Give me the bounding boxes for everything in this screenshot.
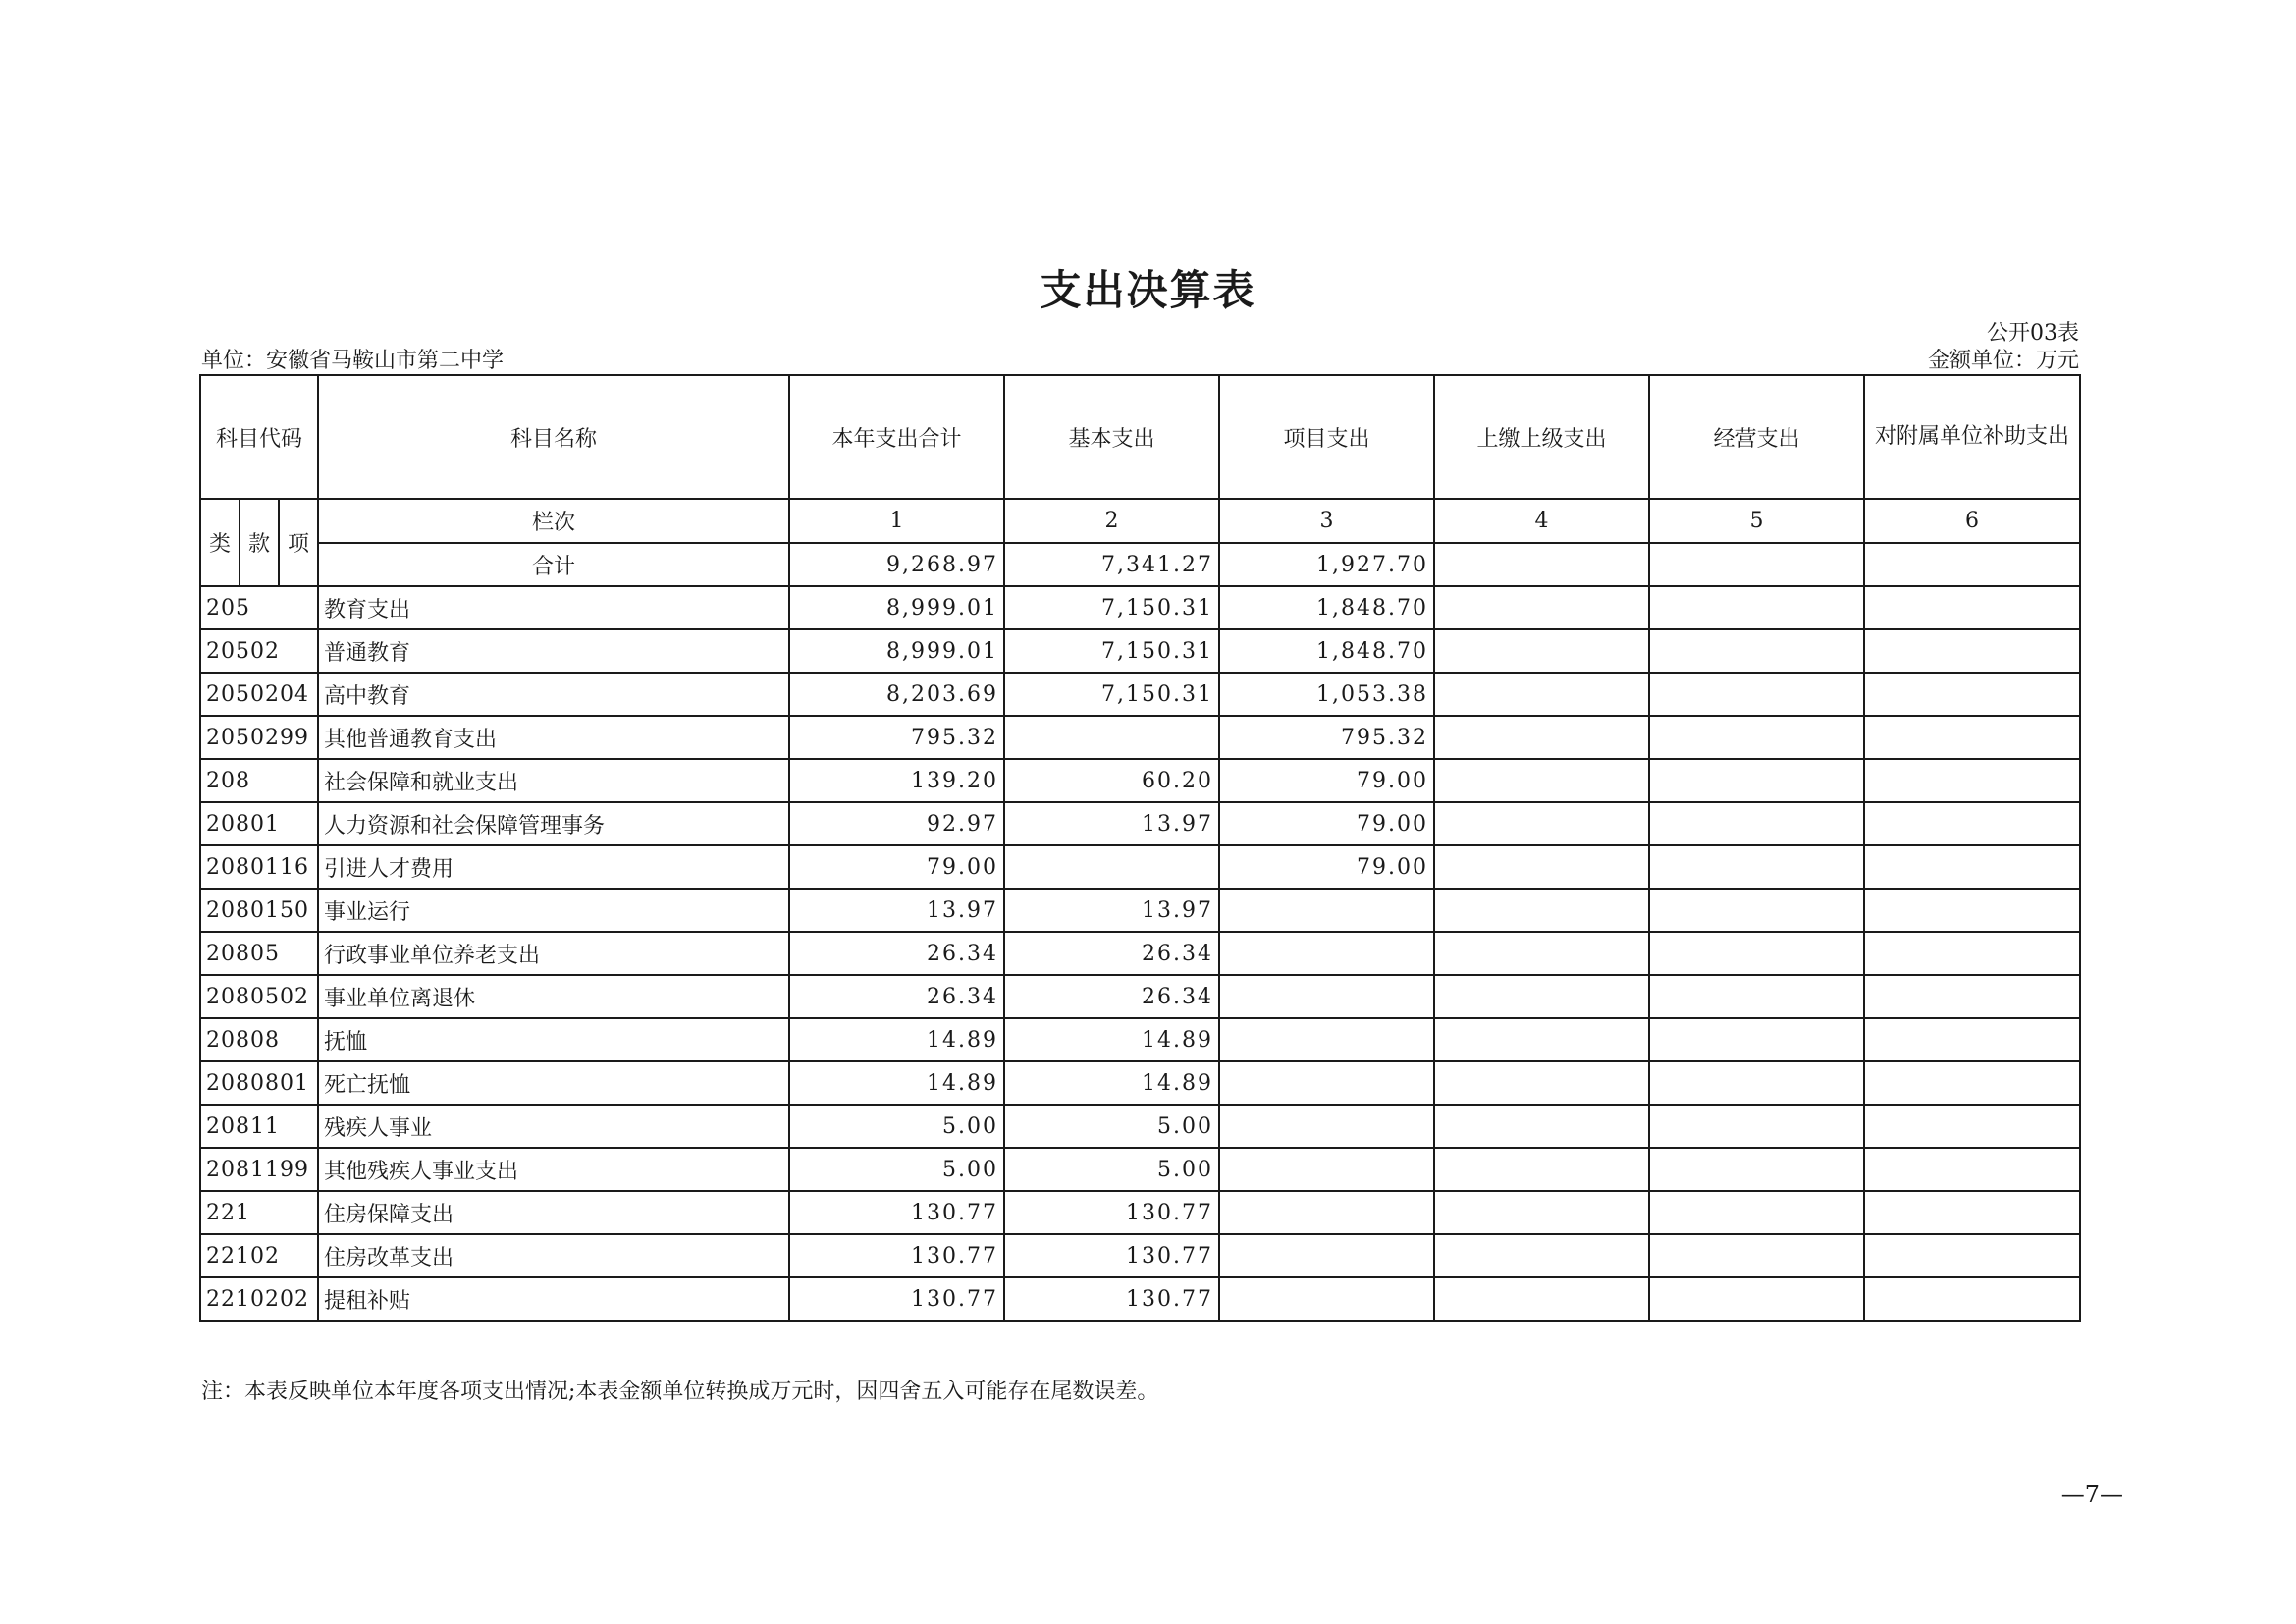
footnote: 注：本表反映单位本年度各项支出情况;本表金额单位转换成万元时，因四舍五入可能存在尾数误差。 bbox=[201, 1380, 1159, 1404]
row-total: 130.77 bbox=[789, 1234, 1004, 1277]
row-project: 1,848.70 bbox=[1219, 586, 1434, 629]
row-subsidy bbox=[1864, 1061, 2080, 1105]
row-project: 1,053.38 bbox=[1219, 673, 1434, 716]
row-upper bbox=[1434, 1018, 1649, 1061]
column-num-3: 3 bbox=[1219, 499, 1434, 543]
row-basic bbox=[1004, 845, 1219, 889]
row-subsidy bbox=[1864, 1148, 2080, 1191]
page-number: —7— bbox=[2060, 1481, 2123, 1508]
row-subsidy bbox=[1864, 932, 2080, 975]
row-project bbox=[1219, 1148, 1434, 1191]
row-business bbox=[1649, 975, 1864, 1018]
table-row bbox=[200, 1148, 2080, 1191]
table-row bbox=[200, 1018, 2080, 1061]
row-upper bbox=[1434, 1234, 1649, 1277]
row-basic: 13.97 bbox=[1004, 802, 1219, 845]
row-total: 130.77 bbox=[789, 1277, 1004, 1321]
row-business bbox=[1649, 1061, 1864, 1105]
row-name: 普通教育 bbox=[318, 629, 789, 673]
money-unit-label: 金额单位：万元 bbox=[1927, 349, 2079, 373]
table-row bbox=[200, 1234, 2080, 1277]
row-code: 2050204 bbox=[200, 673, 318, 716]
row-basic: 130.77 bbox=[1004, 1234, 1219, 1277]
sub-header-xiang: 项 bbox=[279, 499, 318, 586]
row-project bbox=[1219, 1191, 1434, 1234]
row-business bbox=[1649, 1148, 1864, 1191]
expenditure-table bbox=[199, 374, 2081, 1322]
row-upper bbox=[1434, 629, 1649, 673]
table-row bbox=[200, 673, 2080, 716]
total-subsidy bbox=[1864, 543, 2080, 586]
row-name: 残疾人事业 bbox=[318, 1105, 789, 1148]
row-upper bbox=[1434, 1105, 1649, 1148]
table-row bbox=[200, 586, 2080, 629]
header-name: 科目名称 bbox=[318, 375, 789, 499]
row-code: 208 bbox=[200, 759, 318, 802]
row-upper bbox=[1434, 673, 1649, 716]
row-name: 死亡抚恤 bbox=[318, 1061, 789, 1105]
row-name: 其他普通教育支出 bbox=[318, 716, 789, 759]
row-upper bbox=[1434, 802, 1649, 845]
row-subsidy bbox=[1864, 759, 2080, 802]
column-num-4: 4 bbox=[1434, 499, 1649, 543]
row-subsidy bbox=[1864, 716, 2080, 759]
row-business bbox=[1649, 1191, 1864, 1234]
row-total: 14.89 bbox=[789, 1061, 1004, 1105]
header-row bbox=[200, 375, 2080, 499]
row-total: 795.32 bbox=[789, 716, 1004, 759]
row-project: 79.00 bbox=[1219, 759, 1434, 802]
header-total: 本年支出合计 bbox=[789, 375, 1004, 499]
row-business bbox=[1649, 889, 1864, 932]
table-row bbox=[200, 629, 2080, 673]
row-subsidy bbox=[1864, 1105, 2080, 1148]
row-basic: 14.89 bbox=[1004, 1061, 1219, 1105]
row-name: 人力资源和社会保障管理事务 bbox=[318, 802, 789, 845]
row-upper bbox=[1434, 845, 1649, 889]
row-business bbox=[1649, 1277, 1864, 1321]
row-code: 2081199 bbox=[200, 1148, 318, 1191]
row-code: 2080150 bbox=[200, 889, 318, 932]
column-number-row bbox=[200, 499, 2080, 543]
row-name: 社会保障和就业支出 bbox=[318, 759, 789, 802]
row-subsidy bbox=[1864, 673, 2080, 716]
row-subsidy bbox=[1864, 1191, 2080, 1234]
row-subsidy bbox=[1864, 975, 2080, 1018]
row-code: 20502 bbox=[200, 629, 318, 673]
header-business: 经营支出 bbox=[1649, 375, 1864, 499]
row-upper bbox=[1434, 586, 1649, 629]
row-basic: 13.97 bbox=[1004, 889, 1219, 932]
row-total: 5.00 bbox=[789, 1148, 1004, 1191]
row-project: 795.32 bbox=[1219, 716, 1434, 759]
header-code: 科目代码 bbox=[200, 375, 318, 499]
row-project: 79.00 bbox=[1219, 802, 1434, 845]
row-total: 92.97 bbox=[789, 802, 1004, 845]
total-project: 1,927.70 bbox=[1219, 543, 1434, 586]
column-label: 栏次 bbox=[318, 499, 789, 543]
row-basic bbox=[1004, 716, 1219, 759]
row-project bbox=[1219, 1277, 1434, 1321]
page-title: 支出决算表 bbox=[1040, 266, 1256, 314]
row-total: 14.89 bbox=[789, 1018, 1004, 1061]
table-row bbox=[200, 1105, 2080, 1148]
column-num-6: 6 bbox=[1864, 499, 2080, 543]
row-project bbox=[1219, 932, 1434, 975]
row-business bbox=[1649, 759, 1864, 802]
total-amount: 9,268.97 bbox=[789, 543, 1004, 586]
row-total: 8,999.01 bbox=[789, 586, 1004, 629]
row-total: 5.00 bbox=[789, 1105, 1004, 1148]
unit-label: 单位：安徽省马鞍山市第二中学 bbox=[201, 349, 505, 373]
row-basic: 60.20 bbox=[1004, 759, 1219, 802]
row-basic: 7,150.31 bbox=[1004, 586, 1219, 629]
row-business bbox=[1649, 586, 1864, 629]
row-total: 139.20 bbox=[789, 759, 1004, 802]
table-row bbox=[200, 1277, 2080, 1321]
row-total: 79.00 bbox=[789, 845, 1004, 889]
row-project bbox=[1219, 975, 1434, 1018]
row-basic: 5.00 bbox=[1004, 1105, 1219, 1148]
table-row bbox=[200, 932, 2080, 975]
sub-header-lei: 类 bbox=[200, 499, 240, 586]
column-num-2: 2 bbox=[1004, 499, 1219, 543]
row-basic: 14.89 bbox=[1004, 1018, 1219, 1061]
row-total: 8,203.69 bbox=[789, 673, 1004, 716]
row-total: 26.34 bbox=[789, 975, 1004, 1018]
row-code: 2080801 bbox=[200, 1061, 318, 1105]
row-business bbox=[1649, 845, 1864, 889]
row-project bbox=[1219, 1061, 1434, 1105]
row-upper bbox=[1434, 889, 1649, 932]
row-project: 1,848.70 bbox=[1219, 629, 1434, 673]
row-business bbox=[1649, 673, 1864, 716]
row-business bbox=[1649, 716, 1864, 759]
row-name: 事业单位离退休 bbox=[318, 975, 789, 1018]
row-subsidy bbox=[1864, 586, 2080, 629]
row-upper bbox=[1434, 932, 1649, 975]
row-total: 8,999.01 bbox=[789, 629, 1004, 673]
row-basic: 7,150.31 bbox=[1004, 673, 1219, 716]
row-code: 20808 bbox=[200, 1018, 318, 1061]
row-upper bbox=[1434, 1191, 1649, 1234]
row-name: 事业运行 bbox=[318, 889, 789, 932]
row-code: 205 bbox=[200, 586, 318, 629]
row-subsidy bbox=[1864, 1277, 2080, 1321]
row-basic: 130.77 bbox=[1004, 1277, 1219, 1321]
row-business bbox=[1649, 1105, 1864, 1148]
table-row bbox=[200, 759, 2080, 802]
row-code: 2080116 bbox=[200, 845, 318, 889]
row-project bbox=[1219, 889, 1434, 932]
row-name: 住房保障支出 bbox=[318, 1191, 789, 1234]
row-name: 行政事业单位养老支出 bbox=[318, 932, 789, 975]
row-business bbox=[1649, 802, 1864, 845]
row-subsidy bbox=[1864, 889, 2080, 932]
row-total: 130.77 bbox=[789, 1191, 1004, 1234]
row-subsidy bbox=[1864, 1018, 2080, 1061]
row-upper bbox=[1434, 716, 1649, 759]
row-basic: 130.77 bbox=[1004, 1191, 1219, 1234]
total-row bbox=[200, 543, 2080, 586]
row-business bbox=[1649, 932, 1864, 975]
row-total: 26.34 bbox=[789, 932, 1004, 975]
table-row bbox=[200, 889, 2080, 932]
total-label: 合计 bbox=[318, 543, 789, 586]
row-upper bbox=[1434, 1148, 1649, 1191]
row-upper bbox=[1434, 759, 1649, 802]
row-name: 引进人才费用 bbox=[318, 845, 789, 889]
total-basic: 7,341.27 bbox=[1004, 543, 1219, 586]
header-project: 项目支出 bbox=[1219, 375, 1434, 499]
row-business bbox=[1649, 1234, 1864, 1277]
column-num-1: 1 bbox=[789, 499, 1004, 543]
row-basic: 26.34 bbox=[1004, 932, 1219, 975]
header-upper: 上缴上级支出 bbox=[1434, 375, 1649, 499]
row-code: 221 bbox=[200, 1191, 318, 1234]
row-code: 20805 bbox=[200, 932, 318, 975]
row-project bbox=[1219, 1018, 1434, 1061]
row-project bbox=[1219, 1234, 1434, 1277]
column-num-5: 5 bbox=[1649, 499, 1864, 543]
header-basic: 基本支出 bbox=[1004, 375, 1219, 499]
row-code: 2210202 bbox=[200, 1277, 318, 1321]
total-upper bbox=[1434, 543, 1649, 586]
table-row bbox=[200, 1191, 2080, 1234]
row-upper bbox=[1434, 1061, 1649, 1105]
table-row bbox=[200, 1061, 2080, 1105]
row-code: 20801 bbox=[200, 802, 318, 845]
row-total: 13.97 bbox=[789, 889, 1004, 932]
row-name: 其他残疾人事业支出 bbox=[318, 1148, 789, 1191]
row-upper bbox=[1434, 975, 1649, 1018]
row-name: 抚恤 bbox=[318, 1018, 789, 1061]
row-basic: 5.00 bbox=[1004, 1148, 1219, 1191]
row-project bbox=[1219, 1105, 1434, 1148]
table-row bbox=[200, 975, 2080, 1018]
row-subsidy bbox=[1864, 629, 2080, 673]
row-subsidy bbox=[1864, 1234, 2080, 1277]
row-code: 22102 bbox=[200, 1234, 318, 1277]
row-business bbox=[1649, 629, 1864, 673]
row-code: 2080502 bbox=[200, 975, 318, 1018]
row-name: 提租补贴 bbox=[318, 1277, 789, 1321]
row-name: 教育支出 bbox=[318, 586, 789, 629]
row-project: 79.00 bbox=[1219, 845, 1434, 889]
form-number: 公开03表 bbox=[1987, 321, 2079, 346]
table-row bbox=[200, 802, 2080, 845]
row-upper bbox=[1434, 1277, 1649, 1321]
row-basic: 7,150.31 bbox=[1004, 629, 1219, 673]
row-code: 2050299 bbox=[200, 716, 318, 759]
row-business bbox=[1649, 1018, 1864, 1061]
table-row bbox=[200, 845, 2080, 889]
row-name: 住房改革支出 bbox=[318, 1234, 789, 1277]
row-subsidy bbox=[1864, 802, 2080, 845]
sub-header-kuan: 款 bbox=[240, 499, 279, 586]
row-name: 高中教育 bbox=[318, 673, 789, 716]
header-subsidy: 对附属单位补助支出 bbox=[1864, 375, 2080, 499]
table-row bbox=[200, 716, 2080, 759]
row-code: 20811 bbox=[200, 1105, 318, 1148]
total-business bbox=[1649, 543, 1864, 586]
row-basic: 26.34 bbox=[1004, 975, 1219, 1018]
row-subsidy bbox=[1864, 845, 2080, 889]
